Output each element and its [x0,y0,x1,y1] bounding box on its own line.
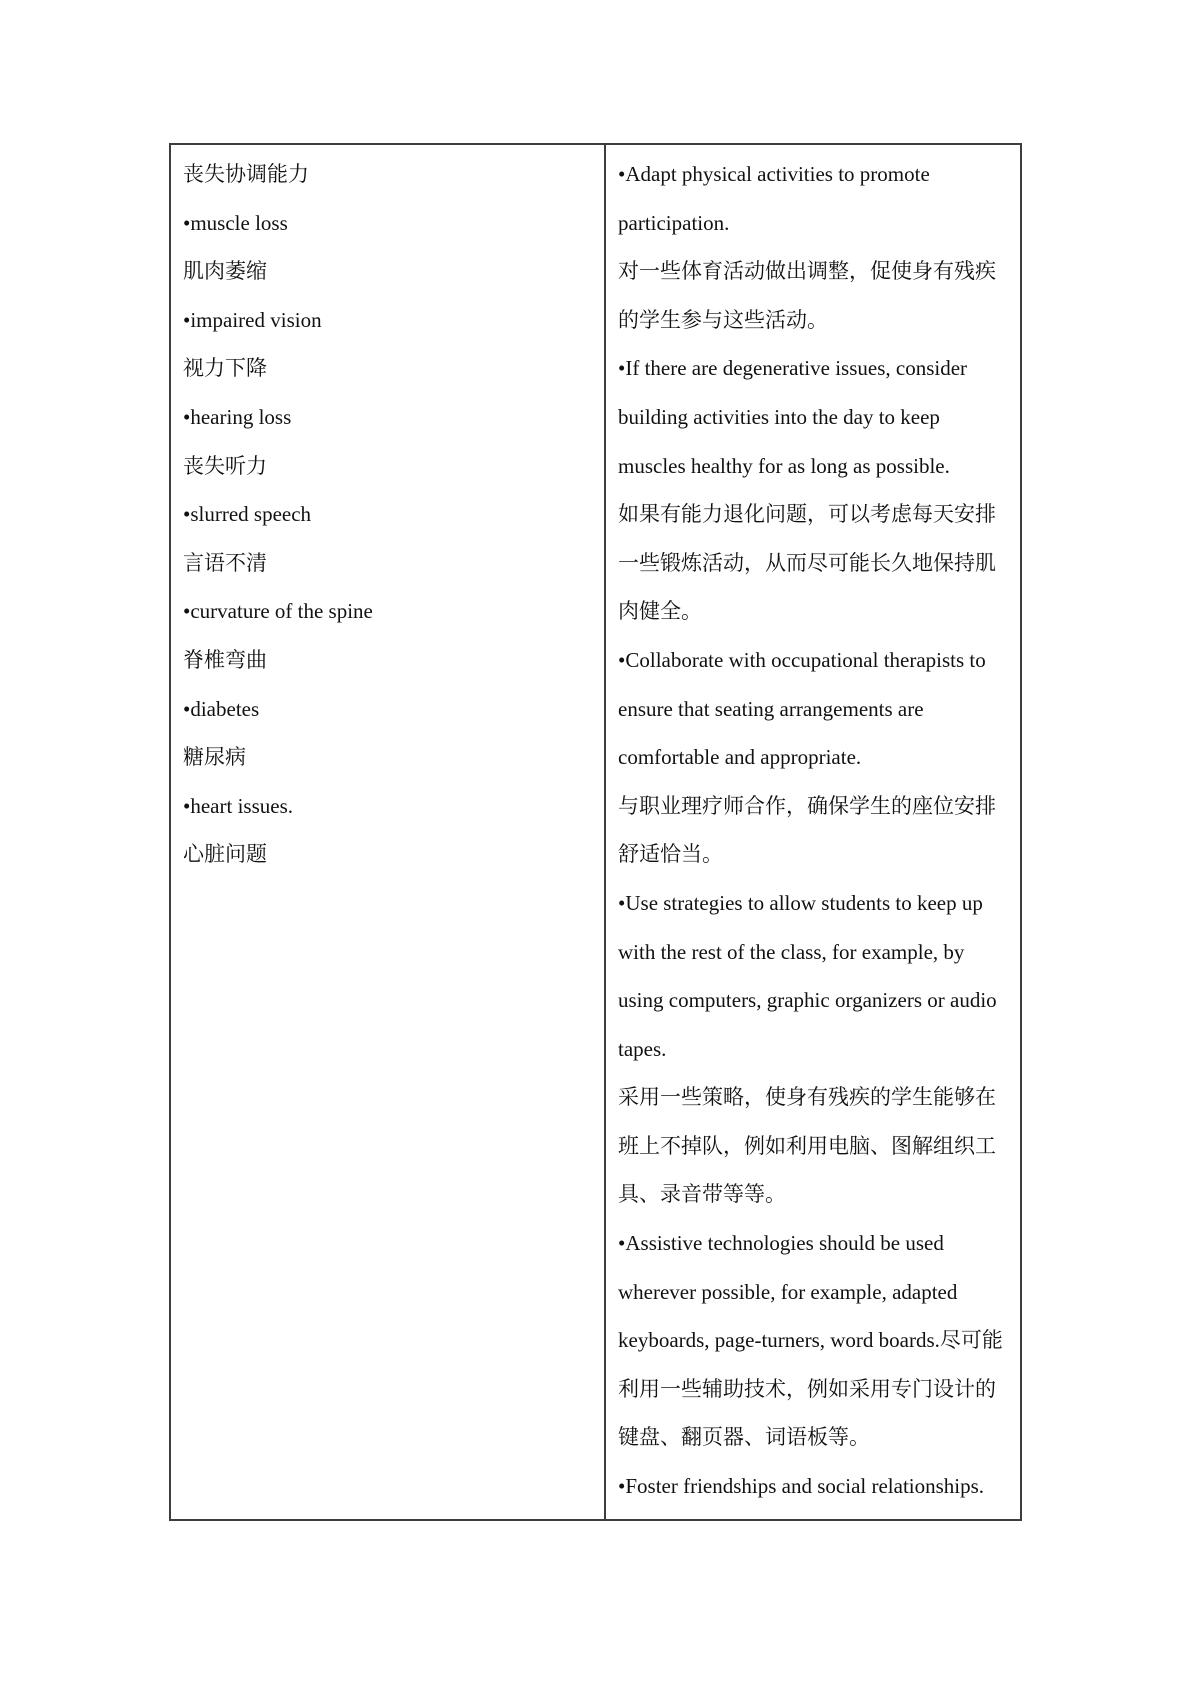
symptom-item: 心脏问题 [183,842,267,867]
symptom-item: •impaired vision [183,307,322,332]
table-cell-symptoms [171,145,606,1519]
symptom-item: •hearing loss [183,404,292,429]
symptom-item: 丧失协调能力 [183,162,309,186]
symptom-item: 丧失听力 [183,453,267,478]
symptom-item: 言语不清 [183,550,267,575]
table-cell-strategies [606,145,1020,1519]
strategy-paragraph: •If there are degenerative issues, consider building activities into the day to keep muscles healthy for as long as possible. [618,356,968,478]
symptom-item: •muscle loss [183,210,288,235]
strategy-paragraph: 如果有能力退化问题，可以考虑每天安排一些锻炼活动，从而尽可能长久地保持肌肉健全。 [618,502,996,624]
strategy-paragraph: 对一些体育活动做出调整，促使身有残疾的学生参与这些活动。 [618,259,996,332]
strategy-paragraph: •Collaborate with occupational therapists to ensure that seating arrangements are comfortable and appropriate. [618,647,986,770]
strategy-paragraph: 与职业理疗师合作，确保学生的座位安排舒适恰当。 [618,793,996,867]
strategy-paragraph: •Assistive technologies should be used wherever possible, for example, adapted keyboards, page-turners, word boards.尽可能利用一些辅助技术，例如采用专门设计的键盘、翻页器、词语板等。 [618,1231,1003,1450]
symptom-item: 脊椎弯曲 [183,647,267,672]
symptom-item: 视力下降 [183,356,267,381]
strategy-paragraph: 采用一些策略，使身有残疾的学生能够在班上不掉队，例如利用电脑、图解组织工具、录音带等等。 [618,1085,996,1207]
symptom-item: •heart issues. [183,793,293,818]
symptom-item: •curvature of the spine [183,599,373,624]
strategy-paragraph: •Foster friendships and social relationships. [618,1474,985,1499]
symptom-item: 糖尿病 [183,745,246,770]
strategy-paragraph: •Adapt physical activities to promote participation. [618,162,930,235]
strategy-paragraph: •Use strategies to allow students to keep up with the rest of the class, for example, by using computers, graphic organizers or audio tapes. [618,890,997,1061]
symptom-item: •slurred speech [183,502,312,527]
symptom-item: 肌肉萎缩 [183,259,267,284]
symptoms-strategies-table [169,143,1022,1521]
symptom-item: •diabetes [183,696,260,721]
